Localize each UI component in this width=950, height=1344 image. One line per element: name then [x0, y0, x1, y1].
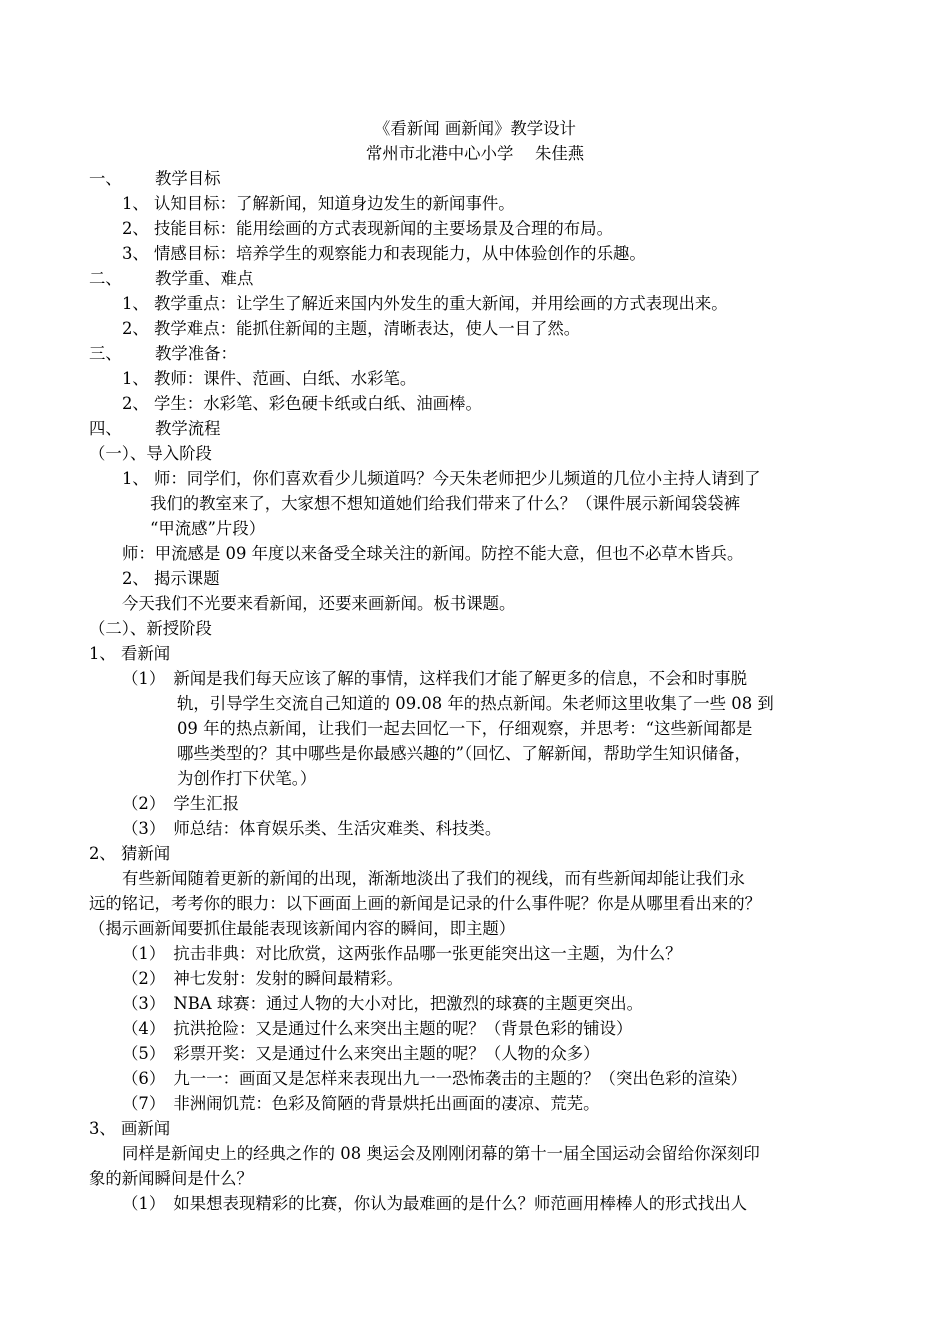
preparation-item: 2、 学生：水彩笔、彩色硬卡纸或白纸、油画棒。: [122, 394, 482, 413]
keypoint-item: 2、 教学难点：能抓住新闻的主题，清晰表达，使人一目了然。: [122, 319, 581, 338]
guess-news-item: （3） NBA 球赛：通过人物的大小对比，把激烈的球赛的主题更突出。: [122, 994, 643, 1013]
section-2-heading: 教学重、难点: [155, 269, 254, 288]
preparation-item: 1、 教师：课件、范画、白纸、水彩笔。: [122, 369, 417, 388]
reveal-topic-text: 今天我们不光要来看新闻，还要来画新闻。板书课题。: [122, 594, 516, 613]
section-2-number: 二、: [89, 269, 122, 288]
document-title: 《看新闻 画新闻》教学设计: [374, 119, 576, 138]
section-4-heading: 教学流程: [155, 419, 221, 438]
draw-news-heading: 3、 画新闻: [89, 1119, 171, 1138]
phase-1-heading: （一）、导入阶段: [89, 444, 212, 463]
guess-news-item: （4） 抗洪抢险：又是通过什么来突出主题的呢？（背景色彩的铺设）: [122, 1019, 633, 1038]
guess-news-heading: 2、 猜新闻: [89, 844, 171, 863]
teacher-note: 师：甲流感是 09 年度以来备受全球关注的新闻。防控不能大意，但也不必草木皆兵。: [122, 544, 744, 563]
objective-item: 3、 情感目标：培养学生的观察能力和表现能力，从中体验创作的乐趣。: [122, 244, 646, 263]
watch-news-item-line: （1） 新闻是我们每天应该了解的事情，这样我们才能了解更多的信息，不会和时事脱: [122, 669, 748, 688]
guess-news-item: （2） 神七发射：发射的瞬间最精彩。: [122, 969, 403, 988]
objective-item: 1、 认知目标：了解新闻，知道身边发生的新闻事件。: [122, 194, 515, 213]
keypoint-item: 1、 教学重点：让学生了解近来国内外发生的重大新闻，并用绘画的方式表现出来。: [122, 294, 728, 313]
draw-news-paragraph-line: 同样是新闻史上的经典之作的 08 奥运会及刚刚闭幕的第十一届全国运动会留给你深刻印: [122, 1144, 760, 1163]
guess-news-item: （5） 彩票开奖：又是通过什么来突出主题的呢？（人物的众多）: [122, 1044, 600, 1063]
section-3-heading: 教学准备：: [155, 344, 237, 363]
section-4-number: 四、: [89, 419, 122, 438]
draw-news-paragraph-line: 象的新闻瞬间是什么？: [89, 1169, 253, 1188]
watch-news-item-line: 为创作打下伏笔。）: [177, 769, 317, 788]
draw-news-item: （1） 如果想表现精彩的比赛，你认为最难画的是什么？师范画用棒棒人的形式找出人: [122, 1194, 748, 1213]
guess-news-paragraph-line: 远的铭记，考考你的眼力：以下画面上画的新闻是记录的什么事件呢？你是从哪里看出来的？: [89, 894, 762, 913]
reveal-topic-item: 2、 揭示课题: [122, 569, 220, 588]
watch-news-item-line: 哪些类型的？其中哪些是你最感兴趣的”（回忆、了解新闻，帮助学生知识储备，: [177, 744, 751, 763]
guess-news-item: （7） 非洲闹饥荒：色彩及简陋的背景烘托出画面的凄凉、荒芜。: [122, 1094, 600, 1113]
guess-news-paragraph-line: 有些新闻随着更新的新闻的出现，渐渐地淡出了我们的视线，而有些新闻却能让我们永: [122, 869, 745, 888]
guess-news-paragraph-line: （揭示画新闻要抓住最能表现该新闻内容的瞬间，即主题）: [89, 919, 516, 938]
watch-news-item: （2） 学生汇报: [122, 794, 239, 813]
section-1-number: 一、: [89, 169, 122, 188]
watch-news-item-line: 轨，引导学生交流自己知道的 09.08 年的热点新闻。朱老师这里收集了一些 08 到: [177, 694, 774, 713]
intro-item-line: 我们的教室来了，大家想不想知道她们给我们带来了什么？（课件展示新闻袋袋裤: [150, 494, 741, 513]
watch-news-item: （3） 师总结：体育娱乐类、生活灾难类、科技类。: [122, 819, 502, 838]
section-1-heading: 教学目标: [155, 169, 221, 188]
watch-news-heading: 1、 看新闻: [89, 644, 171, 663]
objective-item: 2、 技能目标：能用绘画的方式表现新闻的主要场景及合理的布局。: [122, 219, 613, 238]
author-line: 常州市北港中心小学 朱佳燕: [365, 144, 585, 163]
guess-news-item: （6） 九一一：画面又是怎样来表现出九一一恐怖袭击的主题的？（突出色彩的渲染）: [122, 1069, 748, 1088]
intro-item-line: 1、 师：同学们，你们喜欢看少儿频道吗？今天朱老师把少儿频道的几位小主持人请到了: [122, 469, 761, 488]
intro-item-line: “甲流感”片段）: [150, 519, 266, 538]
phase-2-heading: （二）、新授阶段: [89, 619, 212, 638]
section-3-number: 三、: [89, 344, 122, 363]
watch-news-item-line: 09 年的热点新闻，让我们一起去回忆一下，仔细观察，并思考：“这些新闻都是: [177, 719, 753, 738]
guess-news-item: （1） 抗击非典：对比欣赏，这两张作品哪一张更能突出这一主题，为什么？: [122, 944, 682, 963]
